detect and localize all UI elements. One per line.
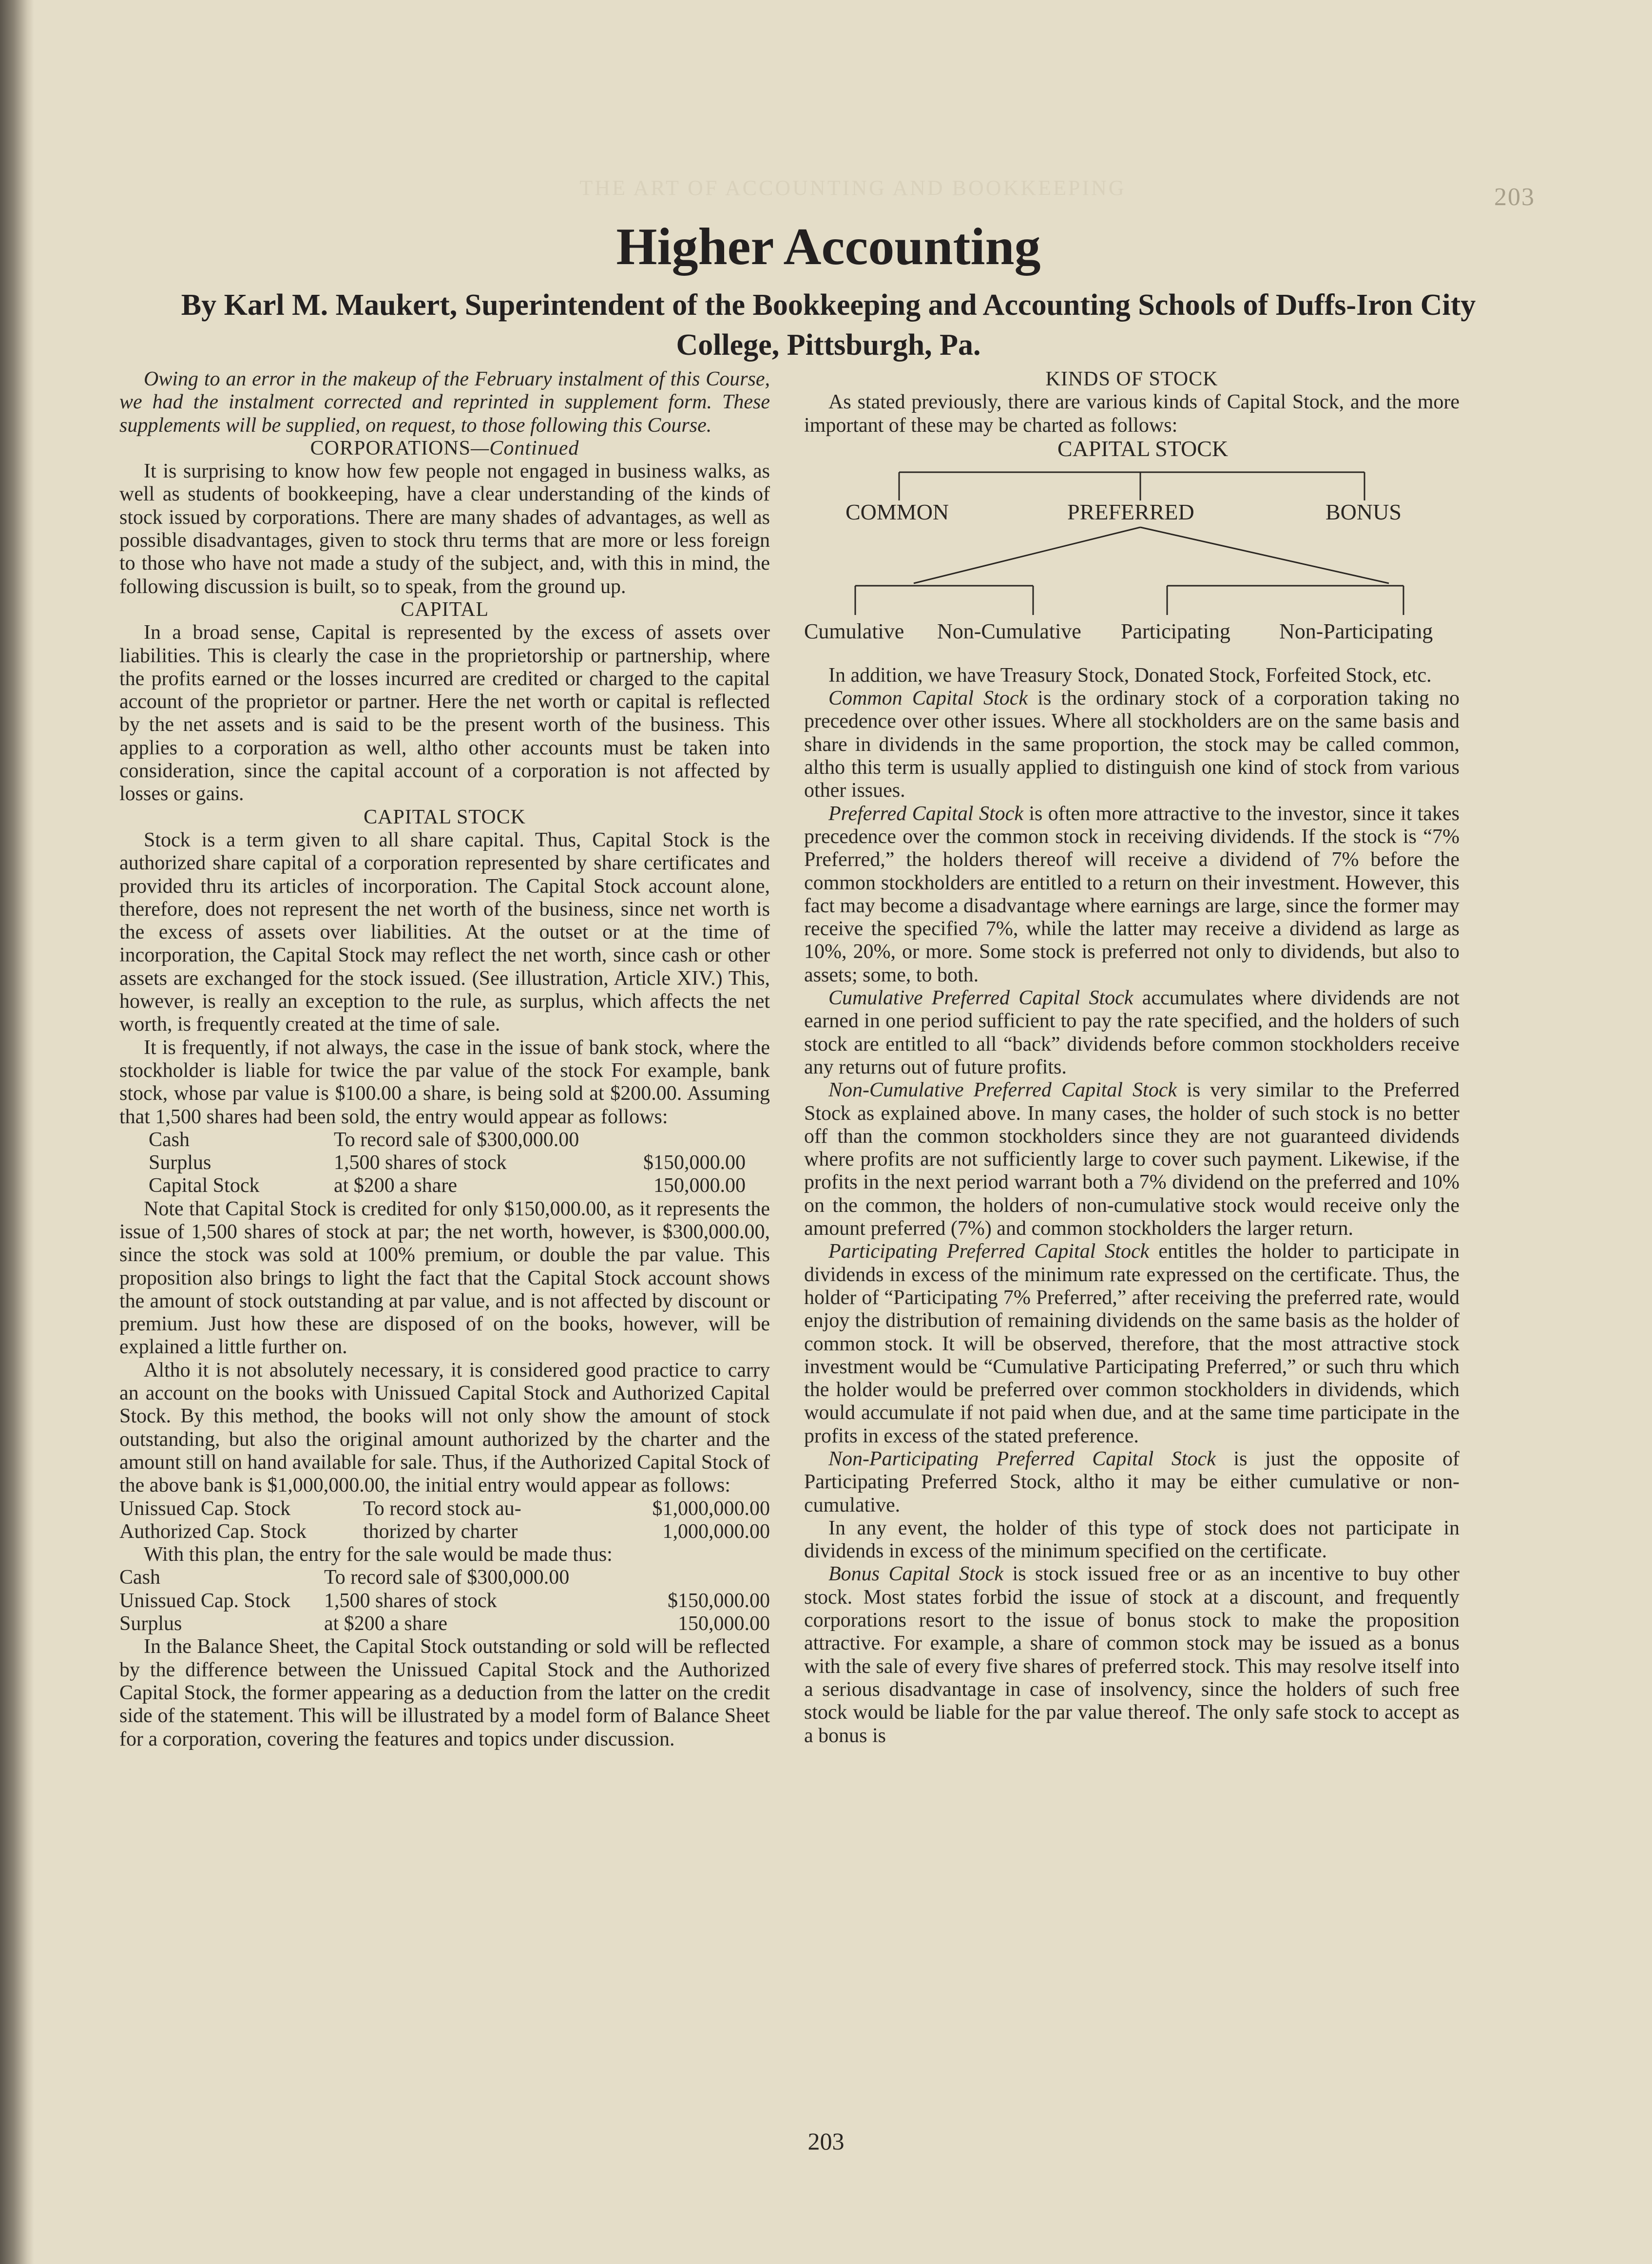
chart-node-non-participating: Non-Participating (1279, 619, 1433, 643)
section-heading-capital-stock: CAPITAL STOCK (364, 806, 526, 828)
term-participating-preferred: Participating Preferred Capital Stock (828, 1240, 1150, 1263)
table-row (119, 1612, 770, 1635)
entry-account: Unissued Cap. Stock (119, 1589, 291, 1612)
term-definition: is just the opposite of Participating Preferred Stock, altho it may be either cumulative or non-cumulative. (804, 1447, 1460, 1516)
term-cumulative-preferred: Cumulative Preferred Capital Stock (828, 987, 1133, 1010)
chart-node-bonus: BONUS (1325, 499, 1402, 524)
journal-entry-2 (119, 1497, 770, 1544)
paragraph: As stated previously, there are various kinds of Capital Stock, and the more important of these may be charted as follows: (804, 391, 1460, 437)
paragraph-participating-stock (804, 1240, 1460, 1448)
chart-node-participating: Participating (1121, 619, 1230, 643)
section-heading-corporations (119, 437, 770, 460)
paragraph-non-participating-stock (804, 1448, 1460, 1517)
paragraph: Altho it is not absolutely necessary, it is considered good practice to carry an account on the books with Unissued Capital Stock and Authorized Capital Stock. By this method, the books will not only show the amount of stock outstanding, but also the original amount authorized by the charter and the amount still on hand available for sale. Thus, if the Authorized Capital Stock of the above bank is $1,000,000.00, the initial entry would appear as follows: (119, 1359, 770, 1497)
section-heading-capital: CAPITAL (401, 598, 489, 621)
paragraph-cumulative-stock (804, 987, 1460, 1079)
entry-amount: 150,000.00 (653, 1174, 746, 1197)
stock-classification-chart (804, 437, 1460, 661)
corner-page-number: 203 (1494, 183, 1535, 211)
entry-description: at $200 a share (334, 1174, 458, 1197)
show-through-header: THE ART OF ACCOUNTING AND BOOKKEEPING (579, 176, 1126, 200)
entry-account: Authorized Cap. Stock (119, 1520, 307, 1543)
chart-root-capital-stock: CAPITAL STOCK (1057, 436, 1229, 461)
entry-account: Capital Stock (149, 1174, 260, 1197)
table-row (149, 1129, 746, 1151)
chart-node-cumulative: Cumulative (804, 619, 904, 643)
term-bonus-capital-stock: Bonus Capital Stock (828, 1563, 1003, 1586)
paragraph: In the Balance Sheet, the Capital Stock outstanding or sold will be reflected by the difference between the Unissued Capital Stock and the Authorized Capital Stock, the former appearing as a deduction from the latter on the credit side of the statement. This will be illustrated by a model form of Balance Sheet for a corporation, covering the features and topics under discussion. (119, 1635, 770, 1750)
entry-amount: $1,000,000.00 (652, 1497, 770, 1520)
table-row (119, 1520, 770, 1543)
entry-description: 1,500 shares of stock (334, 1151, 507, 1174)
entry-description: To record stock au- (363, 1497, 521, 1520)
entry-account: Surplus (149, 1151, 211, 1174)
entry-amount: $150,000.00 (668, 1589, 770, 1612)
paragraph: Note that Capital Stock is credited for only $150,000.00, as it represents the issue of 1,500 shares of stock at par; the net worth, however, is $300,000.00, since the stock was sold at 100% premium, or double the par value. This proposition also brings to light the fact that the Capital Stock account shows the amount of stock outstanding at par value, and is not affected by discount or premium. Just how these are disposed of on the books, however, will be explained a little further on. (119, 1197, 770, 1359)
paragraph: In addition, we have Treasury Stock, Donated Stock, Forfeited Stock, etc. (828, 664, 1432, 687)
entry-amount (624, 1129, 746, 1151)
heading-continued-text: —Continued (471, 437, 579, 460)
term-non-participating-preferred: Non-Participating Preferred Capital Stock (828, 1447, 1216, 1470)
paragraph: In a broad sense, Capital is represented by the excess of assets over liabilities. This is clearly the case in the proprietorship or partnership, where the profits earned or the losses incurred are credited or charged to the capital account of the proprietor or partner. Here the net worth or capital is reflected by the net assets and is said to be the present worth of the business. This applies to a corporation as well, altho other accounts must be taken into consideration, since the capital account of a corporation is not affected by losses or gains. (119, 621, 770, 806)
right-column (804, 368, 1460, 1747)
intro-note: Owing to an error in the makeup of the February instalment of this Course, we had the instalment corrected and reprinted in supplement form. These supplements will be supplied, on request, to those following this Course. (119, 368, 770, 437)
paragraph: It is surprising to know how few people not engaged in business walks, as well as students of bookkeeping, have a clear understanding of the kinds of stock issued by corporations. There are many shades of advantages, as well as possible disadvantages, given to stock thru terms that are more or less foreign to those who have not made a study of the subject, and, with this in mind, the following discussion is built, so to speak, from the ground up. (119, 460, 770, 598)
paragraph-common-stock (804, 687, 1460, 802)
table-row (119, 1590, 770, 1612)
paragraph: It is frequently, if not always, the case in the issue of bank stock, where the stockholder is liable for twice the par value of the stock For example, bank stock, whose par value is $100.00 a share, is being sold at $200.00. Assuming that 1,500 shares had been sold, the entry would appear as follows: (119, 1036, 770, 1128)
paragraph-preferred-stock (804, 803, 1460, 987)
paragraph-non-cumulative-stock (804, 1079, 1460, 1240)
entry-amount: 150,000.00 (678, 1612, 770, 1635)
article-byline: By Karl M. Maukert, Superintendent of the Bookkeeping and Accounting Schools of Duffs-Iron City College, Pittsburgh, Pa. (181, 288, 1476, 362)
left-column (119, 368, 770, 1751)
entry-description: To record sale of $300,000.00 (324, 1566, 570, 1589)
term-common-capital-stock: Common Capital Stock (828, 687, 1028, 710)
entry-description: 1,500 shares of stock (324, 1589, 497, 1612)
term-preferred-capital-stock: Preferred Capital Stock (828, 802, 1023, 825)
entry-account: Cash (149, 1128, 190, 1151)
section-heading-kinds-of-stock: KINDS OF STOCK (1045, 368, 1218, 390)
entry-description: at $200 a share (324, 1612, 448, 1635)
entry-description: To record sale of $300,000.00 (334, 1128, 579, 1151)
entry-account: Surplus (119, 1612, 182, 1635)
chart-node-preferred: PREFERRED (1067, 499, 1194, 524)
paragraph: Stock is a term given to all share capital. Thus, Capital Stock is the authorized share capital of a corporation represented by share certificates and provided thru its articles of incorporation. The Capital Stock account alone, therefore, does not represent the net worth of the business, since net worth is the excess of assets over liabilities. At the outset or at the time of incorporation, the Capital Stock may reflect the net worth, since cash or other assets are exchanged for the stock issued. (See illustration, Article XIV.) This, however, is really an exception to the rule, as surplus, which affects the net worth, is frequently created at the time of sale. (119, 828, 770, 1036)
chart-node-common: COMMON (845, 499, 949, 524)
term-non-cumulative-preferred: Non-Cumulative Preferred Capital Stock (828, 1079, 1177, 1102)
term-definition: is stock issued free or as an incentive to buy other stock. Most states forbid the issue of stock at a discount, and frequently corporations resort to the issue of bonus stock to make the proposition attractive. For example, a share of common stock may be issued as a bonus with the sale of every five shares of preferred stock. This may resolve itself into a serious disadvantage in case of insolvency, since the holders of such free stock would be liable for the par value thereof. The only safe stock to accept as a bonus is (804, 1563, 1460, 1747)
journal-entry-1 (149, 1129, 746, 1198)
paragraph-bonus-stock (804, 1563, 1460, 1747)
entry-amount: $150,000.00 (643, 1151, 746, 1174)
article-title: Higher Accounting (616, 218, 1041, 276)
entry-description: thorized by charter (363, 1520, 518, 1543)
term-definition: entitles the holder to participate in dividends in excess of the minimum rate expressed on the certificate. Thus, the holder of “Participating 7% Preferred,” after receiving the preferred rate, would enjoy the distribution of remaining dividends on the same basis as the holder of common stock. It will be observed, therefore, that the most attractive stock investment would be “Cumulative Participating Preferred,” or such thru which the holder would be preferred over common stockholders in dividends, which would accumulate if not paid when due, and at the same time participate in the profits in excess of the stated preference. (804, 1240, 1460, 1447)
table-row (119, 1566, 770, 1589)
entry-account: Cash (119, 1566, 160, 1589)
entry-amount (639, 1566, 770, 1589)
term-definition: is very similar to the Preferred Stock as explained above. In many cases, the holder of such stock is no better off than the common stockholders since they are not guaranteed dividends where profits are not sufficiently large to cover such payment. Likewise, if the profits in the next period warrant both a 7% dividend on the preferred and 10% on the common, the holders of non-cumulative stock would receive only the amount preferred (7%) and common stockholders the larger return. (804, 1079, 1460, 1240)
term-definition: is often more attractive to the investor, since it takes precedence over the common stock in receiving dividends. If the stock is “7% Preferred,” the holders thereof will receive a dividend of 7% before the common stockholders are entitled to a return on their investment. However, this fact may become a disadvantage where earnings are large, since the former may receive the specified 7%, while the latter may receive a dividend as large as 10%, 20%, or more. Some stock is preferred not only to dividends, but also to assets; some, to both. (804, 802, 1460, 986)
page-number: 203 (807, 2128, 845, 2155)
paragraph: With this plan, the entry for the sale would be made thus: (144, 1543, 613, 1566)
term-definition: accumulates where dividends are not earned in one period sufficient to pay the rate specified, and the holders of such stock are entitled to all “back” dividends before common stockholders receive any returns out of future profits. (804, 987, 1460, 1078)
heading-corporations-text: CORPORATIONS (310, 437, 471, 460)
table-row (149, 1174, 746, 1197)
entry-amount: 1,000,000.00 (662, 1520, 770, 1543)
paragraph: In any event, the holder of this type of stock does not participate in dividends in excess of the minimum specified on the certificate. (804, 1516, 1460, 1563)
table-row (119, 1497, 770, 1520)
table-row (149, 1151, 746, 1174)
term-definition: is the ordinary stock of a corporation taking no precedence over other issues. Where all stockholders are on the same basis and share in dividends in the same proportion, the stock may be called common, altho this term is usually applied to distinguish one kind of stock from various other issues. (804, 687, 1460, 802)
chart-node-non-cumulative: Non-Cumulative (937, 619, 1081, 643)
book-binding-shadow (0, 0, 34, 2264)
journal-entry-3 (119, 1566, 770, 1635)
entry-account: Unissued Cap. Stock (119, 1497, 291, 1520)
